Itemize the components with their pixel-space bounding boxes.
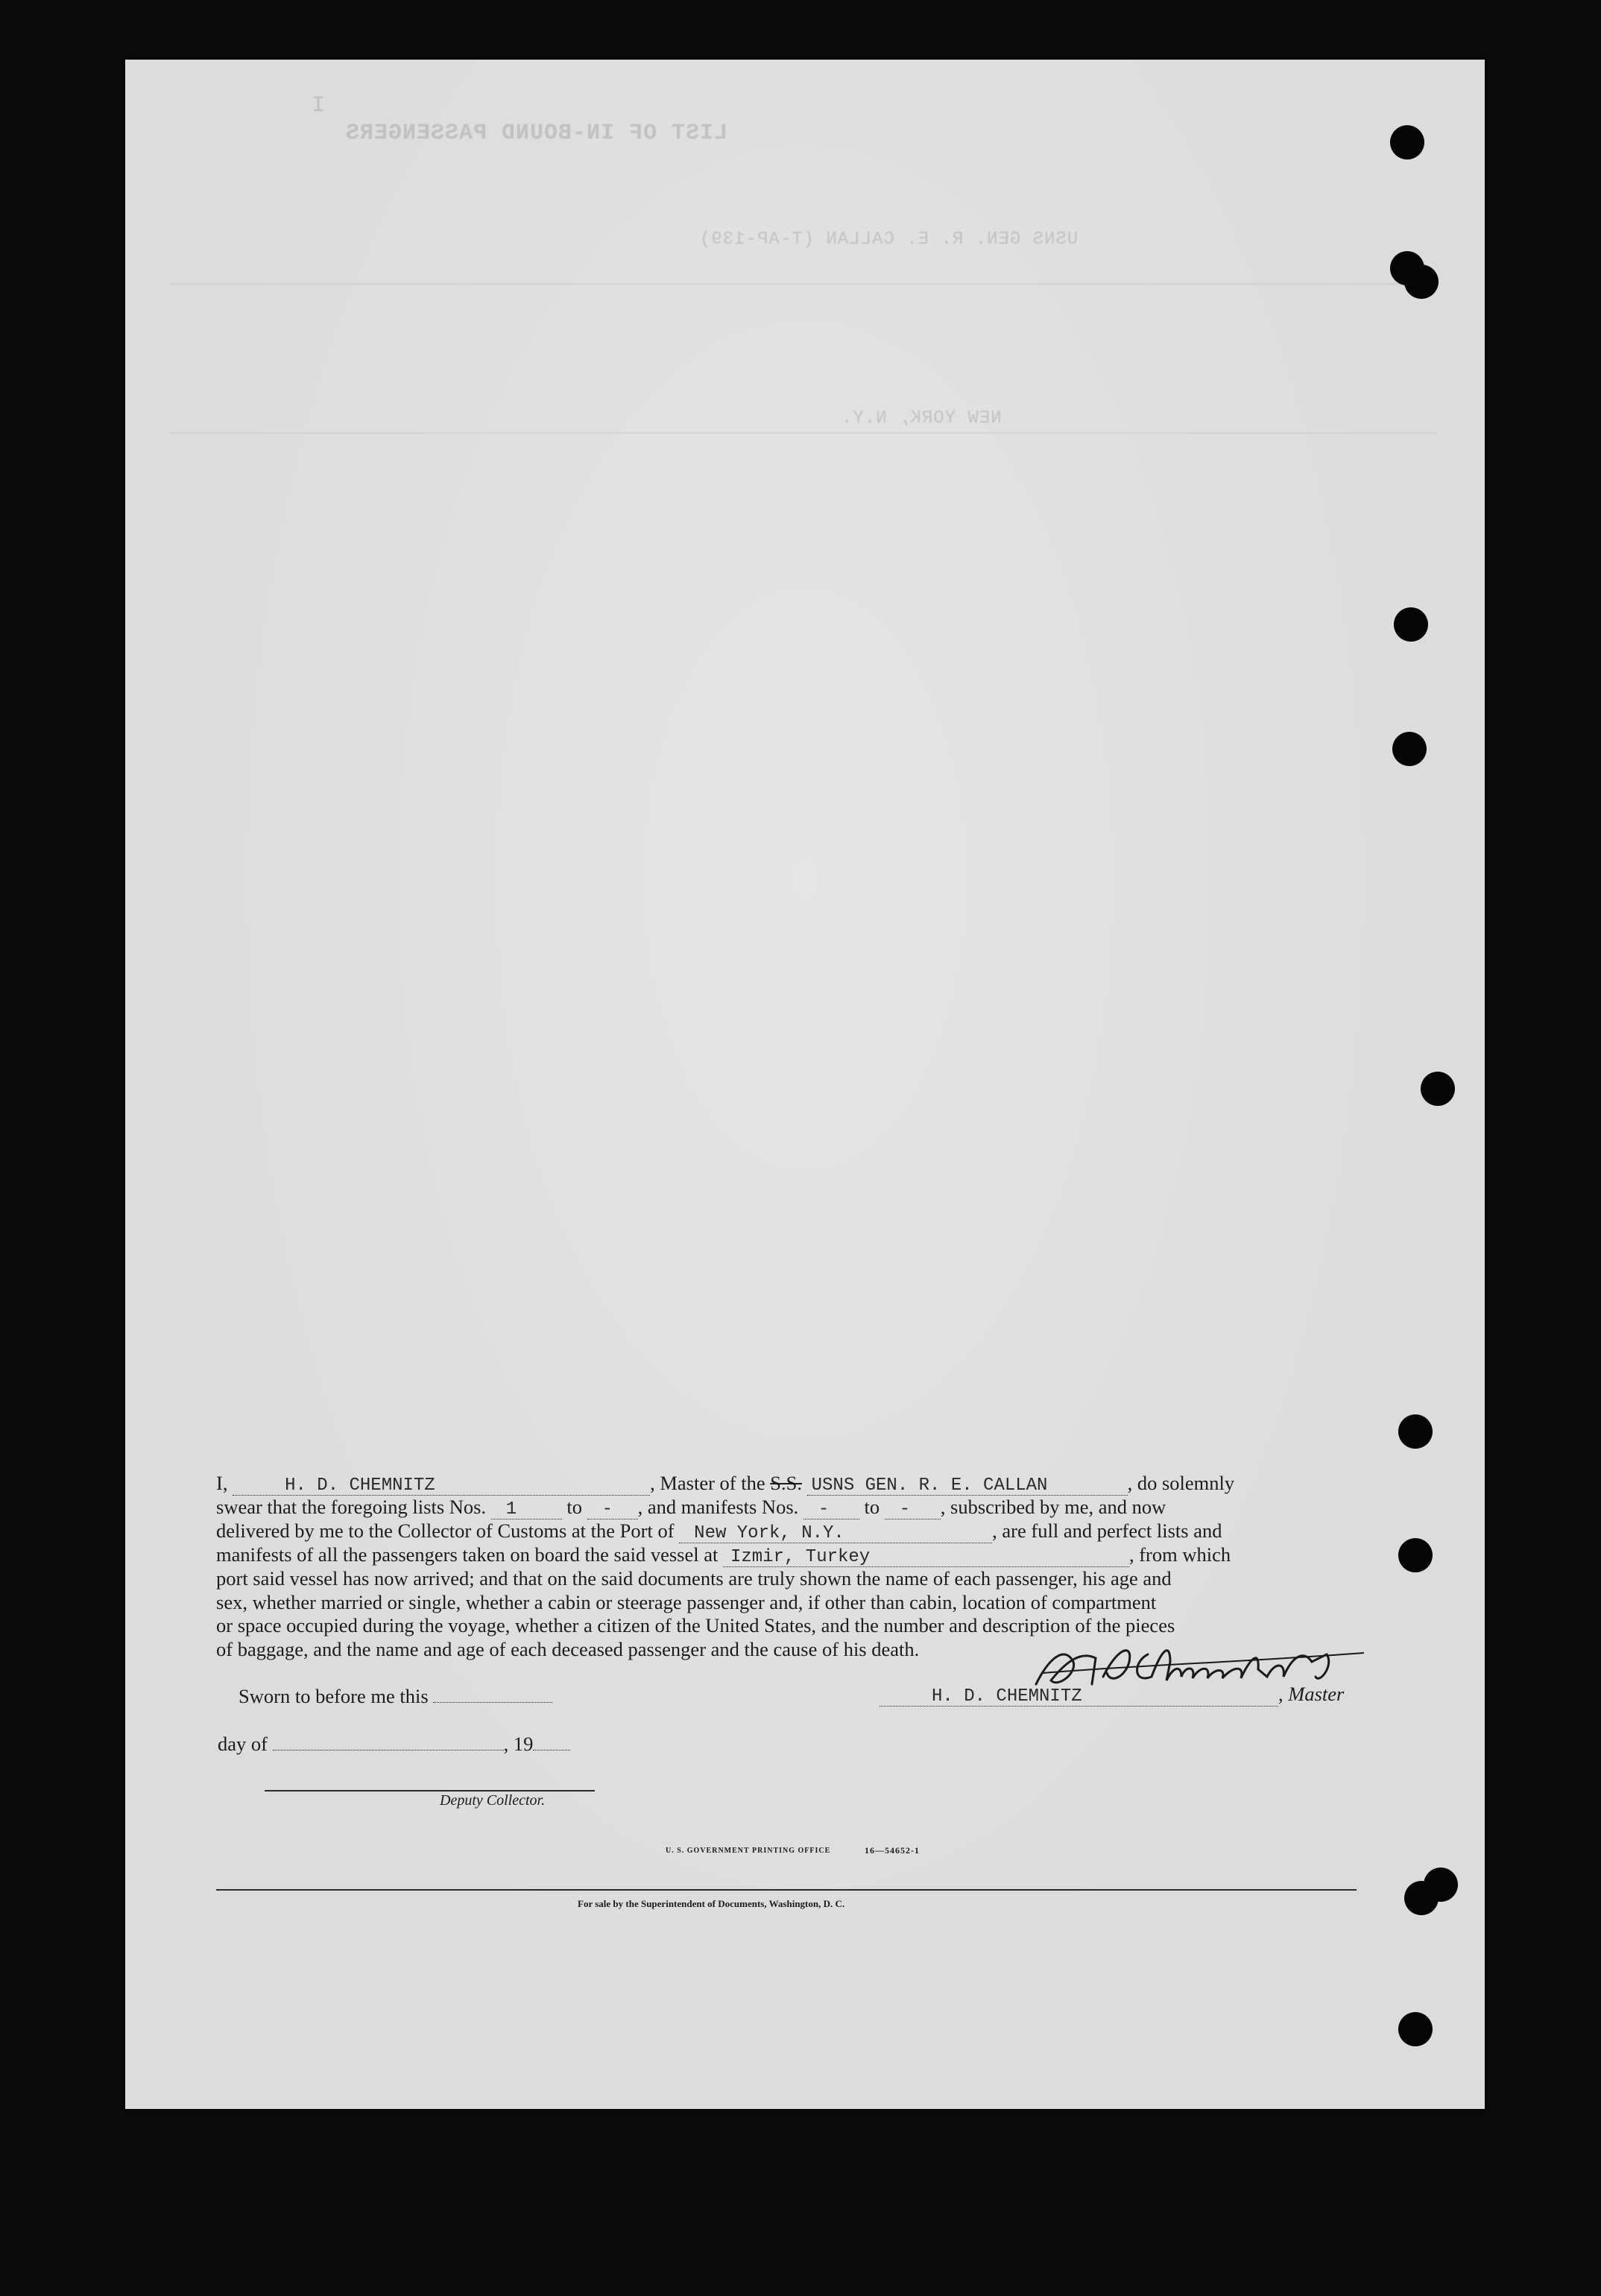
master-label: , Master: [1278, 1683, 1345, 1705]
punch-hole: [1390, 125, 1424, 159]
lists-to-field: -: [587, 1499, 638, 1519]
decl-line-4: [216, 1543, 1357, 1567]
deputy-collector-line: [265, 1790, 595, 1791]
decl-text: , from which: [1128, 1543, 1231, 1566]
punch-hole: [1398, 1414, 1433, 1449]
sworn-text: Sworn to before me this: [239, 1685, 429, 1707]
decl-line-8: of baggage, and the name and age of each deceased passenger and the cause of his death.: [216, 1637, 920, 1660]
solemnly-text: , do solemnly: [1127, 1472, 1235, 1494]
manifest-from-field: -: [803, 1499, 859, 1519]
master-of-text: , Master of the: [650, 1472, 765, 1494]
decl-text: , subscribed by me, and now: [940, 1496, 1166, 1518]
decl-text: swear that the foregoing lists Nos.: [216, 1496, 487, 1518]
decl-text: manifests of all the passengers taken on board the said vessel at: [216, 1543, 719, 1566]
master-typed-field: H. D. CHEMNITZ: [880, 1686, 1278, 1707]
ghost-mark: I: [312, 93, 326, 118]
decl-line-3: [216, 1519, 1357, 1543]
manifest-to-field: -: [885, 1499, 941, 1519]
punch-hole: [1398, 1538, 1433, 1572]
decl-line-1: [216, 1472, 1357, 1496]
decl-text: , and manifests Nos.: [637, 1496, 799, 1518]
ss-struck-text: S.S.: [770, 1472, 802, 1494]
decl-line-7: or space occupied during the voyage, whether a citizen of the United States, and the number and description of the pieces: [216, 1614, 1175, 1636]
year-field: [533, 1730, 570, 1751]
ghost-rule: [170, 432, 1437, 434]
lists-from-field: 1: [491, 1499, 562, 1519]
decl-line-2: [216, 1496, 1357, 1519]
i-prefix: I,: [216, 1472, 228, 1494]
master-name-field: H. D. CHEMNITZ: [233, 1476, 650, 1496]
manifest-page: [125, 60, 1485, 2109]
punch-hole: [1404, 265, 1439, 299]
punch-hole: [1392, 732, 1427, 766]
punch-hole: [1398, 2012, 1433, 2046]
punch-hole: [1424, 1868, 1458, 1902]
day-of-text: day of: [218, 1733, 268, 1755]
punch-hole: [1394, 607, 1428, 642]
form-number: 16—54652-1: [865, 1845, 920, 1856]
footer-rule: [216, 1889, 1357, 1891]
punch-hole: [1421, 1072, 1455, 1106]
ghost-rule: [170, 283, 1437, 285]
sworn-day-field: [433, 1683, 552, 1703]
ghost-title: LIST OF IN-BOUND PASSENGERS: [345, 121, 728, 146]
decl-line-5: port said vessel has now arrived; and that on the said documents are truly shown the name of each passenger, his age and: [216, 1567, 1172, 1590]
decl-text: to: [864, 1496, 880, 1518]
departure-port-field: Izmir, Turkey: [723, 1547, 1129, 1567]
decl-line-6: sex, whether married or single, whether a cabin or steerage passenger and, if other than cabin, location of compartment: [216, 1590, 1157, 1613]
decl-text: , are full and perfect lists and: [992, 1519, 1222, 1542]
deputy-collector-label: Deputy Collector.: [440, 1792, 546, 1809]
day-of-field: [273, 1730, 504, 1751]
printing-office-label: U. S. GOVERNMENT PRINTING OFFICE: [666, 1847, 831, 1855]
day-of-row: [218, 1730, 570, 1756]
master-typed-row: [880, 1683, 1344, 1707]
ghost-line-2: NEW YORK, N.Y.: [841, 408, 1002, 428]
ghost-line-1: USNS GEN. R. E. CALLAN (T-AP-139): [699, 230, 1079, 250]
decl-text: to: [566, 1496, 582, 1518]
year-prefix: , 19: [503, 1733, 534, 1755]
decl-text: delivered by me to the Collector of Customs at the Port of: [216, 1519, 675, 1542]
port-field: New York, N.Y.: [679, 1523, 992, 1543]
sale-note: For sale by the Superintendent of Documents, Washington, D. C.: [578, 1898, 845, 1909]
ship-name-field: USNS GEN. R. E. CALLAN: [807, 1476, 1128, 1496]
